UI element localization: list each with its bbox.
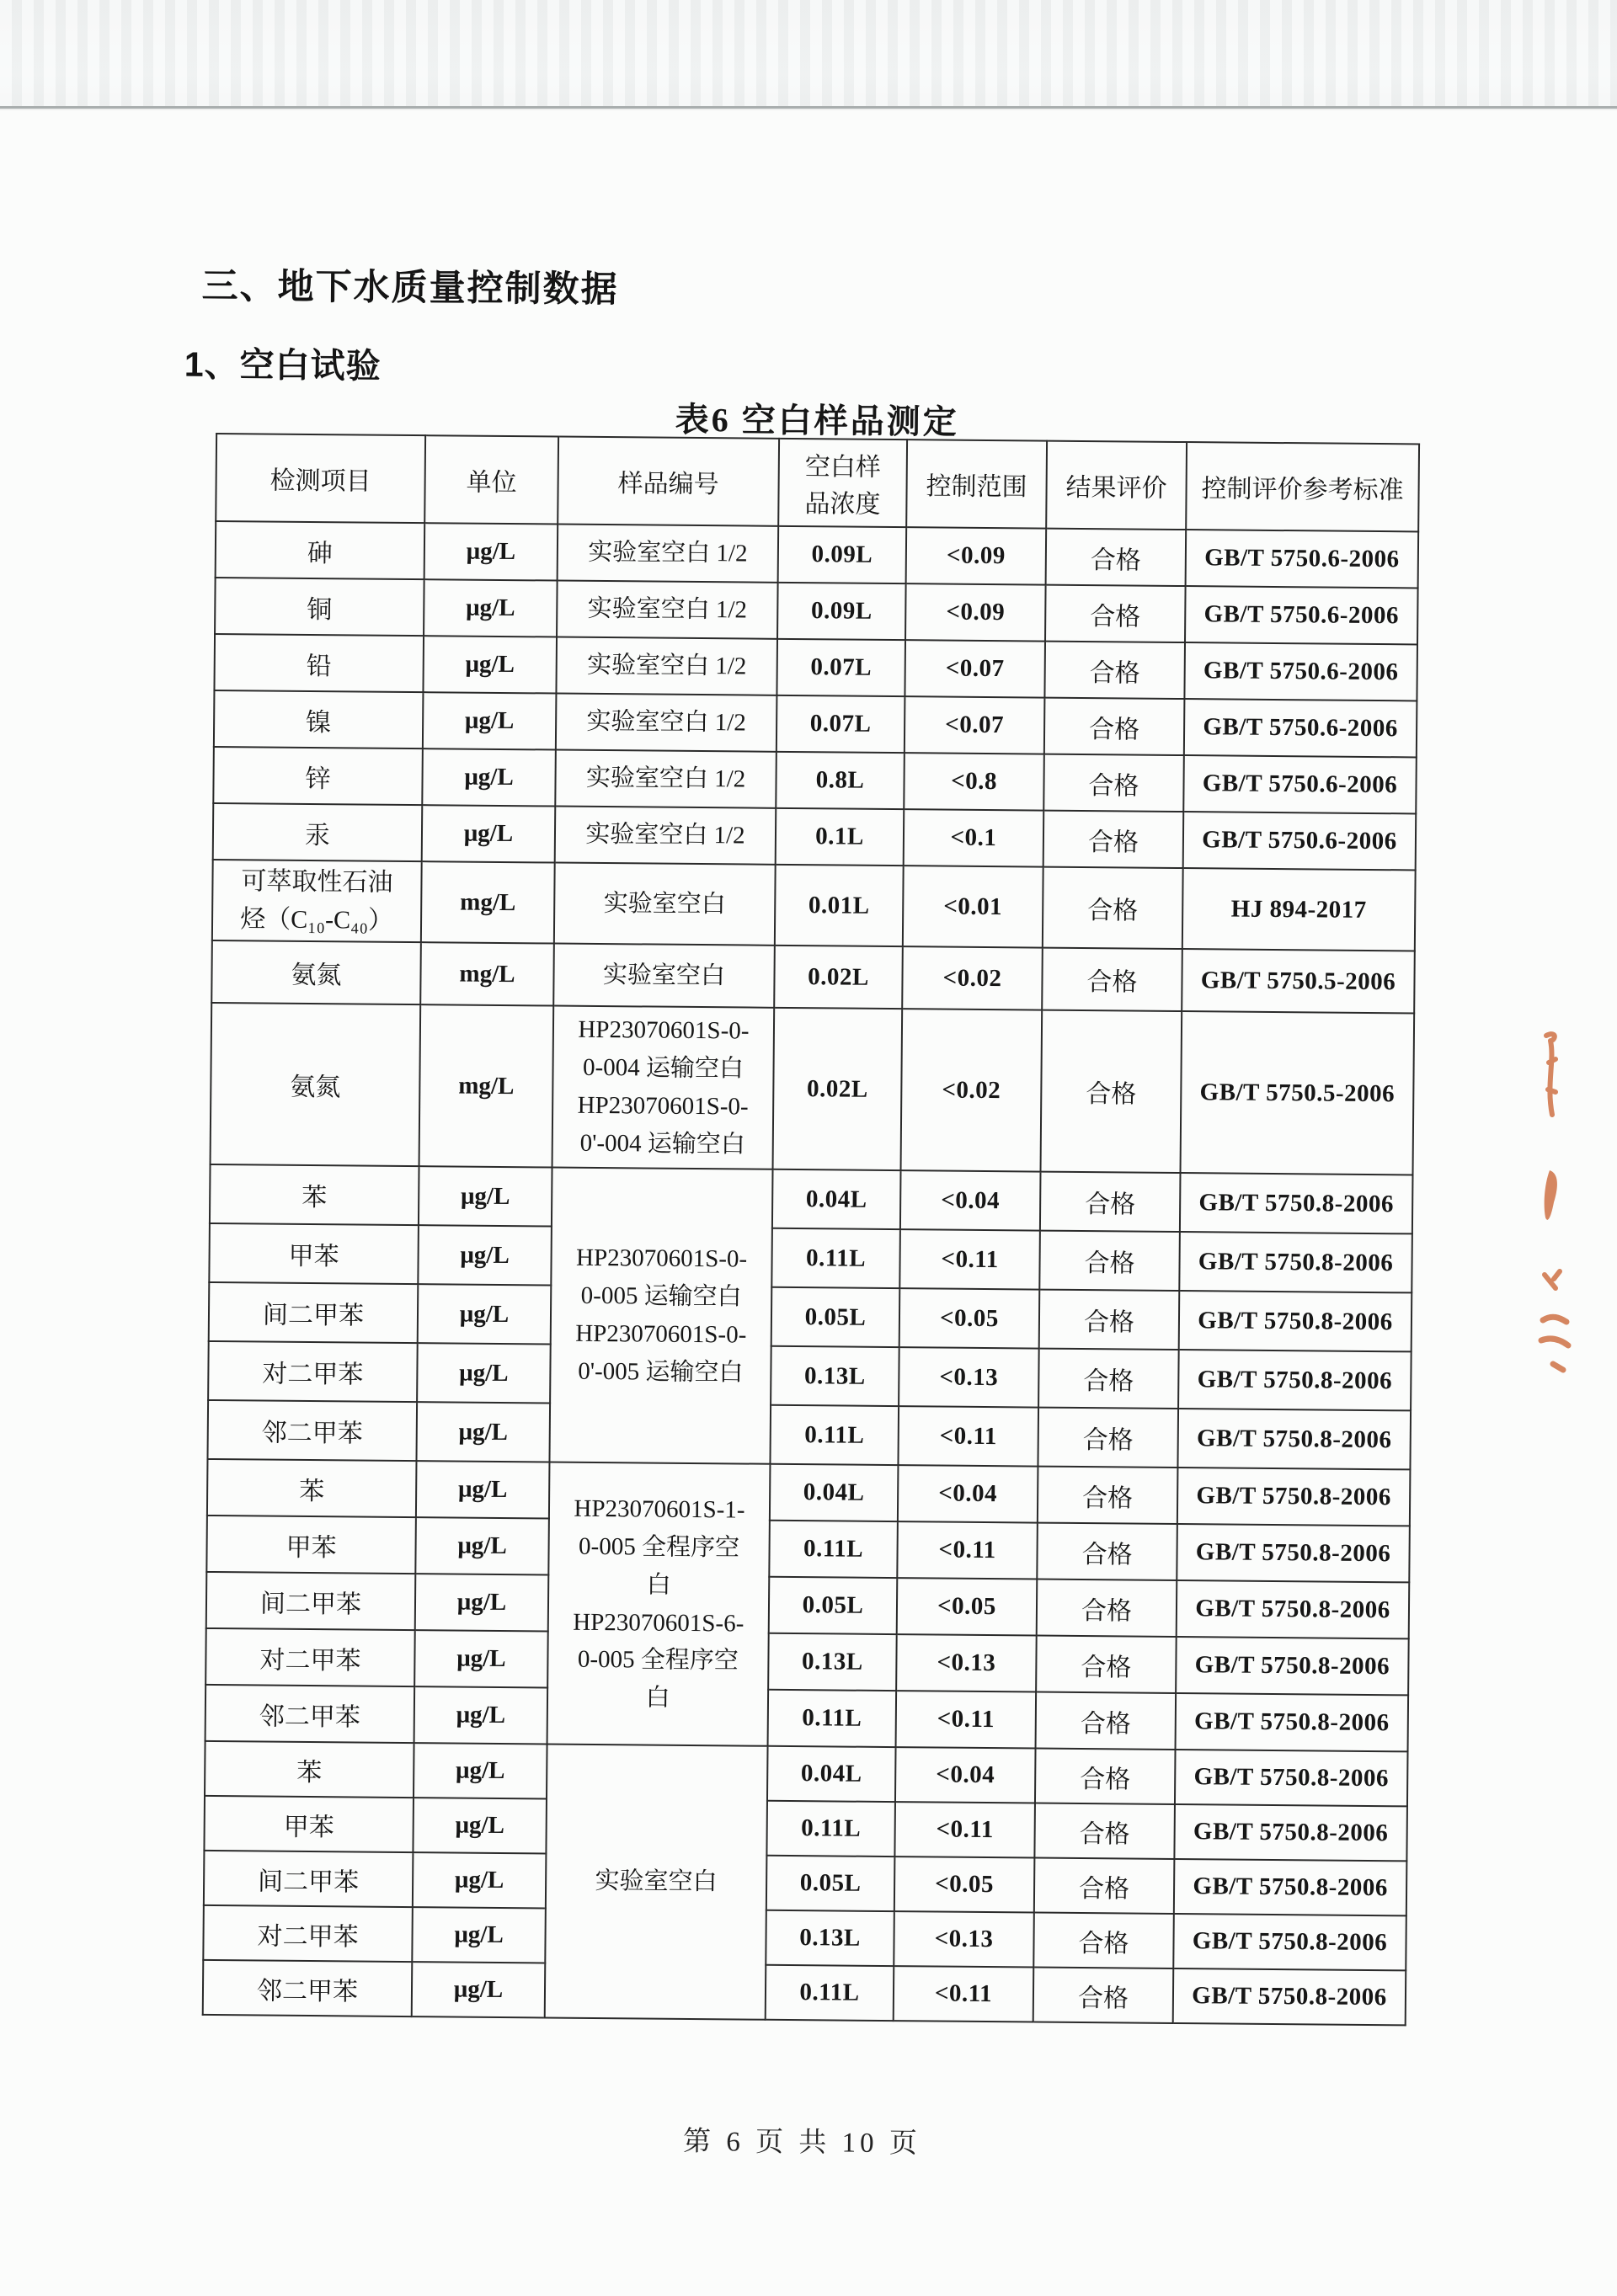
cell-blank-value: 0.8L (776, 752, 905, 809)
table-row (209, 1223, 1412, 1292)
cell-result: 合格 (1042, 948, 1182, 1011)
cell-standard: GB/T 5750.8-2006 (1180, 1173, 1413, 1233)
cell-blank-value: 0.01L (775, 865, 904, 946)
cell-control-range: <0.11 (897, 1521, 1038, 1579)
cell-item: 镍 (214, 690, 424, 748)
cell-item: 间二甲苯 (204, 1851, 414, 1907)
cell-control-range: <0.11 (894, 1802, 1035, 1857)
cell-control-range: <0.09 (906, 527, 1047, 584)
cell-unit: μg/L (424, 523, 558, 580)
cell-result: 合格 (1038, 1467, 1178, 1524)
table-row (205, 1685, 1409, 1751)
cell-result: 合格 (1043, 754, 1184, 812)
cell-standard: GB/T 5750.8-2006 (1179, 1291, 1412, 1351)
cell-control-range: <0.07 (905, 640, 1045, 697)
table-row (212, 860, 1416, 951)
cell-sample-id: 实验室空白 1/2 (558, 525, 779, 583)
cell-sample-id: 实验室空白 (554, 863, 776, 946)
col-header-blank-concentration: 空白样 品浓度 (778, 439, 907, 527)
cell-standard: HJ 894-2017 (1182, 868, 1416, 951)
cell-standard: GB/T 5750.6-2006 (1184, 642, 1417, 701)
table-row (206, 1516, 1410, 1582)
cell-control-range: <0.05 (899, 1288, 1040, 1348)
cell-result: 合格 (1036, 1636, 1177, 1693)
cell-control-range: <0.11 (896, 1691, 1037, 1748)
cell-control-range: <0.11 (898, 1406, 1038, 1466)
cell-control-range: <0.11 (899, 1229, 1040, 1289)
cell-standard: GB/T 5750.8-2006 (1178, 1350, 1412, 1410)
cell-blank-value: 0.07L (776, 695, 905, 753)
cell-item: 甲苯 (204, 1796, 414, 1852)
cell-standard: GB/T 5750.8-2006 (1179, 1232, 1412, 1292)
cell-item: 对二甲苯 (208, 1341, 418, 1402)
cell-blank-value: 0.09L (777, 583, 906, 640)
cell-control-range: <0.01 (903, 866, 1043, 947)
cell-result: 合格 (1044, 642, 1185, 699)
cell-item: 甲苯 (206, 1516, 416, 1574)
cell-blank-value: 0.1L (776, 808, 905, 866)
cell-unit: μg/L (417, 1343, 551, 1403)
table-row (213, 803, 1417, 870)
cell-item: 汞 (213, 803, 423, 861)
cell-item: 邻二甲苯 (205, 1685, 415, 1743)
stamp-fragment (1545, 1170, 1557, 1220)
cell-control-range: <0.8 (904, 753, 1044, 810)
cell-unit: μg/L (418, 1284, 552, 1344)
blank-sample-table (202, 433, 1420, 2026)
cell-result: 合格 (1044, 698, 1185, 755)
table-header-row (216, 434, 1419, 531)
cell-unit: μg/L (416, 1402, 550, 1462)
cell-control-range: <0.04 (900, 1170, 1041, 1230)
col-header-control-range: 控制范围 (906, 439, 1047, 528)
cell-result: 合格 (1039, 1231, 1180, 1291)
table-row (206, 1572, 1410, 1638)
cell-result: 合格 (1046, 529, 1187, 586)
cell-standard: GB/T 5750.8-2006 (1174, 1804, 1407, 1861)
cell-unit: μg/L (415, 1517, 549, 1574)
table-row (215, 578, 1418, 644)
cell-standard: GB/T 5750.6-2006 (1185, 586, 1418, 644)
cell-result: 合格 (1033, 1968, 1174, 2023)
cell-result: 合格 (1034, 1858, 1175, 1914)
cell-unit: μg/L (414, 1630, 548, 1687)
cell-sample-id: 实验室空白 (553, 944, 775, 1008)
cell-control-range: <0.04 (898, 1465, 1038, 1522)
table-row (204, 1851, 1407, 1915)
table-row (204, 1796, 1407, 1861)
cell-result: 合格 (1041, 1010, 1182, 1173)
cell-result: 合格 (1037, 1523, 1177, 1580)
cell-standard: GB/T 5750.6-2006 (1184, 699, 1417, 757)
cell-unit: μg/L (422, 805, 556, 862)
col-header-sample-id: 样品编号 (558, 437, 779, 526)
cell-standard: GB/T 5750.8-2006 (1177, 1524, 1410, 1582)
cell-unit: μg/L (422, 748, 556, 806)
cell-blank-value: 0.11L (769, 1521, 898, 1578)
stamp-fragment (1541, 1317, 1568, 1370)
cell-sample-id: 实验室空白 1/2 (556, 637, 777, 695)
cell-item: 苯 (205, 1741, 414, 1798)
cell-blank-value: 0.05L (769, 1577, 898, 1634)
cell-unit: μg/L (413, 1852, 547, 1908)
table-row (207, 1400, 1411, 1469)
cell-standard: GB/T 5750.6-2006 (1183, 812, 1417, 870)
cell-result: 合格 (1034, 1803, 1175, 1859)
cell-unit: μg/L (419, 1166, 552, 1226)
cell-blank-value: 0.02L (773, 1008, 903, 1170)
cell-standard: GB/T 5750.5-2006 (1181, 1011, 1415, 1175)
cell-blank-value: 0.11L (768, 1690, 897, 1747)
cell-unit: μg/L (412, 1907, 546, 1963)
table-row (214, 634, 1417, 701)
cell-blank-value: 0.05L (766, 1856, 895, 1911)
cell-unit: mg/L (420, 942, 554, 1005)
cell-item: 甲苯 (209, 1223, 419, 1284)
cell-item: 间二甲苯 (209, 1282, 419, 1343)
cell-unit: mg/L (421, 861, 555, 943)
cell-blank-value: 0.04L (770, 1464, 899, 1521)
cell-result: 合格 (1038, 1408, 1178, 1468)
cell-sample-id: 实验室空白 1/2 (557, 581, 778, 639)
cell-item: 砷 (216, 521, 425, 579)
cell-item: 锌 (213, 747, 423, 805)
cell-unit: μg/L (424, 579, 558, 637)
stamp-fragment (1545, 1271, 1560, 1288)
cell-blank-value: 0.09L (778, 526, 907, 583)
cell-item: 对二甲苯 (203, 1905, 413, 1962)
cell-blank-value: 0.13L (766, 1910, 894, 1966)
cell-standard: GB/T 5750.6-2006 (1186, 530, 1419, 588)
cell-standard: GB/T 5750.8-2006 (1177, 1409, 1411, 1469)
cell-unit: μg/L (416, 1461, 550, 1518)
cell-item: 可萃取性石油烃（C₁₀-C₄₀） (212, 860, 422, 942)
stamp-fragment (1546, 1034, 1556, 1115)
col-header-standard: 控制评价参考标准 (1186, 442, 1419, 531)
cell-control-range: <0.13 (896, 1634, 1037, 1691)
cell-sample-id: 实验室空白 1/2 (555, 807, 776, 865)
cell-item: 氨氮 (211, 1003, 421, 1166)
cell-control-range: <0.05 (894, 1857, 1035, 1912)
cell-blank-value: 0.13L (768, 1633, 897, 1691)
table-row (207, 1459, 1411, 1526)
cell-item: 氨氮 (211, 940, 421, 1004)
table-title: 表6 空白样品测定 (675, 400, 959, 441)
cell-standard: GB/T 5750.8-2006 (1177, 1468, 1411, 1526)
col-header-item: 检测项目 (216, 434, 425, 523)
table-row (211, 1003, 1415, 1175)
cell-blank-value: 0.04L (772, 1169, 901, 1229)
cell-standard: GB/T 5750.8-2006 (1176, 1693, 1409, 1751)
cell-item: 邻二甲苯 (207, 1400, 417, 1461)
cell-blank-value: 0.11L (766, 1965, 894, 2021)
cell-sample-id: HP23070601S-0- 0-004 运输空白 HP23070601S-0- 0'-004 运输空白 (552, 1006, 775, 1169)
cell-result: 合格 (1043, 811, 1184, 868)
table-row (213, 747, 1417, 813)
cell-control-range: <0.02 (902, 946, 1043, 1009)
cell-standard: GB/T 5750.8-2006 (1175, 1750, 1408, 1806)
cell-item: 苯 (207, 1459, 417, 1517)
cell-result: 合格 (1035, 1749, 1176, 1804)
cell-unit: μg/L (415, 1574, 549, 1631)
cell-item: 苯 (210, 1164, 419, 1225)
cell-control-range: <0.05 (897, 1578, 1038, 1635)
cell-control-range: <0.11 (894, 1966, 1034, 2022)
cell-unit: mg/L (419, 1004, 554, 1167)
cell-sample-id-merged: HP23070601S-0- 0-005 运输空白 HP23070601S-0- 0'-005 运输空白 (549, 1168, 772, 1464)
cell-unit: μg/L (423, 692, 557, 749)
cell-unit: μg/L (414, 1743, 547, 1798)
cell-control-range: <0.09 (905, 583, 1046, 641)
table-row (208, 1341, 1412, 1410)
table-row (214, 690, 1417, 757)
table-row (205, 1741, 1408, 1806)
cell-control-range: <0.04 (895, 1747, 1036, 1803)
cell-blank-value: 0.11L (770, 1405, 899, 1465)
table-row (210, 1164, 1413, 1233)
table-row (211, 940, 1415, 1013)
cell-unit: μg/L (423, 636, 557, 693)
cell-standard: GB/T 5750.8-2006 (1173, 1968, 1406, 2025)
cell-sample-id-merged: 实验室空白 (545, 1744, 768, 2019)
cell-result: 合格 (1033, 1913, 1174, 1968)
cell-sample-id-merged: HP23070601S-1- 0-005 全程序空 白 HP23070601S-6- 0-005 全程序空 白 (547, 1462, 771, 1745)
red-stamp-remnant (1526, 1029, 1585, 1391)
cell-unit: μg/L (414, 1686, 548, 1744)
cell-unit: μg/L (413, 1798, 547, 1853)
cell-standard: GB/T 5750.8-2006 (1177, 1580, 1410, 1638)
cell-unit: μg/L (418, 1225, 552, 1285)
cell-blank-value: 0.05L (771, 1287, 900, 1347)
cell-item: 邻二甲苯 (203, 1960, 413, 2016)
cell-result: 合格 (1037, 1579, 1177, 1637)
cell-control-range: <0.13 (894, 1911, 1034, 1967)
cell-sample-id: 实验室空白 1/2 (556, 694, 777, 752)
subsection-heading: 1、空白试验 (184, 344, 382, 386)
cell-unit: μg/L (412, 1962, 546, 2017)
cell-item: 对二甲苯 (205, 1628, 415, 1686)
cell-blank-value: 0.07L (776, 639, 905, 696)
cell-result: 合格 (1045, 585, 1186, 642)
cell-standard: GB/T 5750.8-2006 (1176, 1637, 1409, 1695)
table-row (203, 1905, 1406, 1970)
cell-item: 铅 (214, 634, 424, 692)
cell-standard: GB/T 5750.8-2006 (1173, 1914, 1406, 1970)
cell-sample-id: 实验室空白 1/2 (555, 750, 776, 808)
cell-blank-value: 0.13L (771, 1346, 899, 1406)
table-row (209, 1282, 1412, 1351)
col-header-unit: 单位 (424, 435, 558, 524)
section-heading: 三、地下水质量控制数据 (201, 265, 619, 311)
table-row (203, 1960, 1406, 2025)
cell-result: 合格 (1043, 867, 1183, 949)
cell-control-range: <0.1 (904, 809, 1044, 866)
cell-standard: GB/T 5750.5-2006 (1182, 949, 1415, 1013)
cell-blank-value: 0.02L (774, 946, 903, 1009)
cell-result: 合格 (1040, 1172, 1181, 1232)
cell-item: 间二甲苯 (206, 1572, 416, 1630)
page-number: 第 6 页 共 10 页 (682, 2126, 921, 2160)
cell-control-range: <0.13 (899, 1347, 1039, 1407)
cell-blank-value: 0.04L (767, 1746, 896, 1802)
cell-control-range: <0.07 (905, 696, 1045, 754)
cell-result: 合格 (1038, 1349, 1179, 1409)
cell-result: 合格 (1036, 1692, 1177, 1750)
cell-result: 合格 (1039, 1290, 1180, 1350)
table-row (205, 1628, 1409, 1695)
cell-blank-value: 0.11L (766, 1801, 895, 1857)
cell-control-range: <0.02 (901, 1009, 1043, 1171)
cell-blank-value: 0.11L (771, 1228, 900, 1288)
cell-standard: GB/T 5750.8-2006 (1174, 1859, 1407, 1915)
cell-item: 铜 (215, 578, 424, 636)
col-header-result: 结果评价 (1046, 441, 1187, 530)
table-row (216, 521, 1419, 588)
cell-standard: GB/T 5750.6-2006 (1183, 755, 1417, 813)
